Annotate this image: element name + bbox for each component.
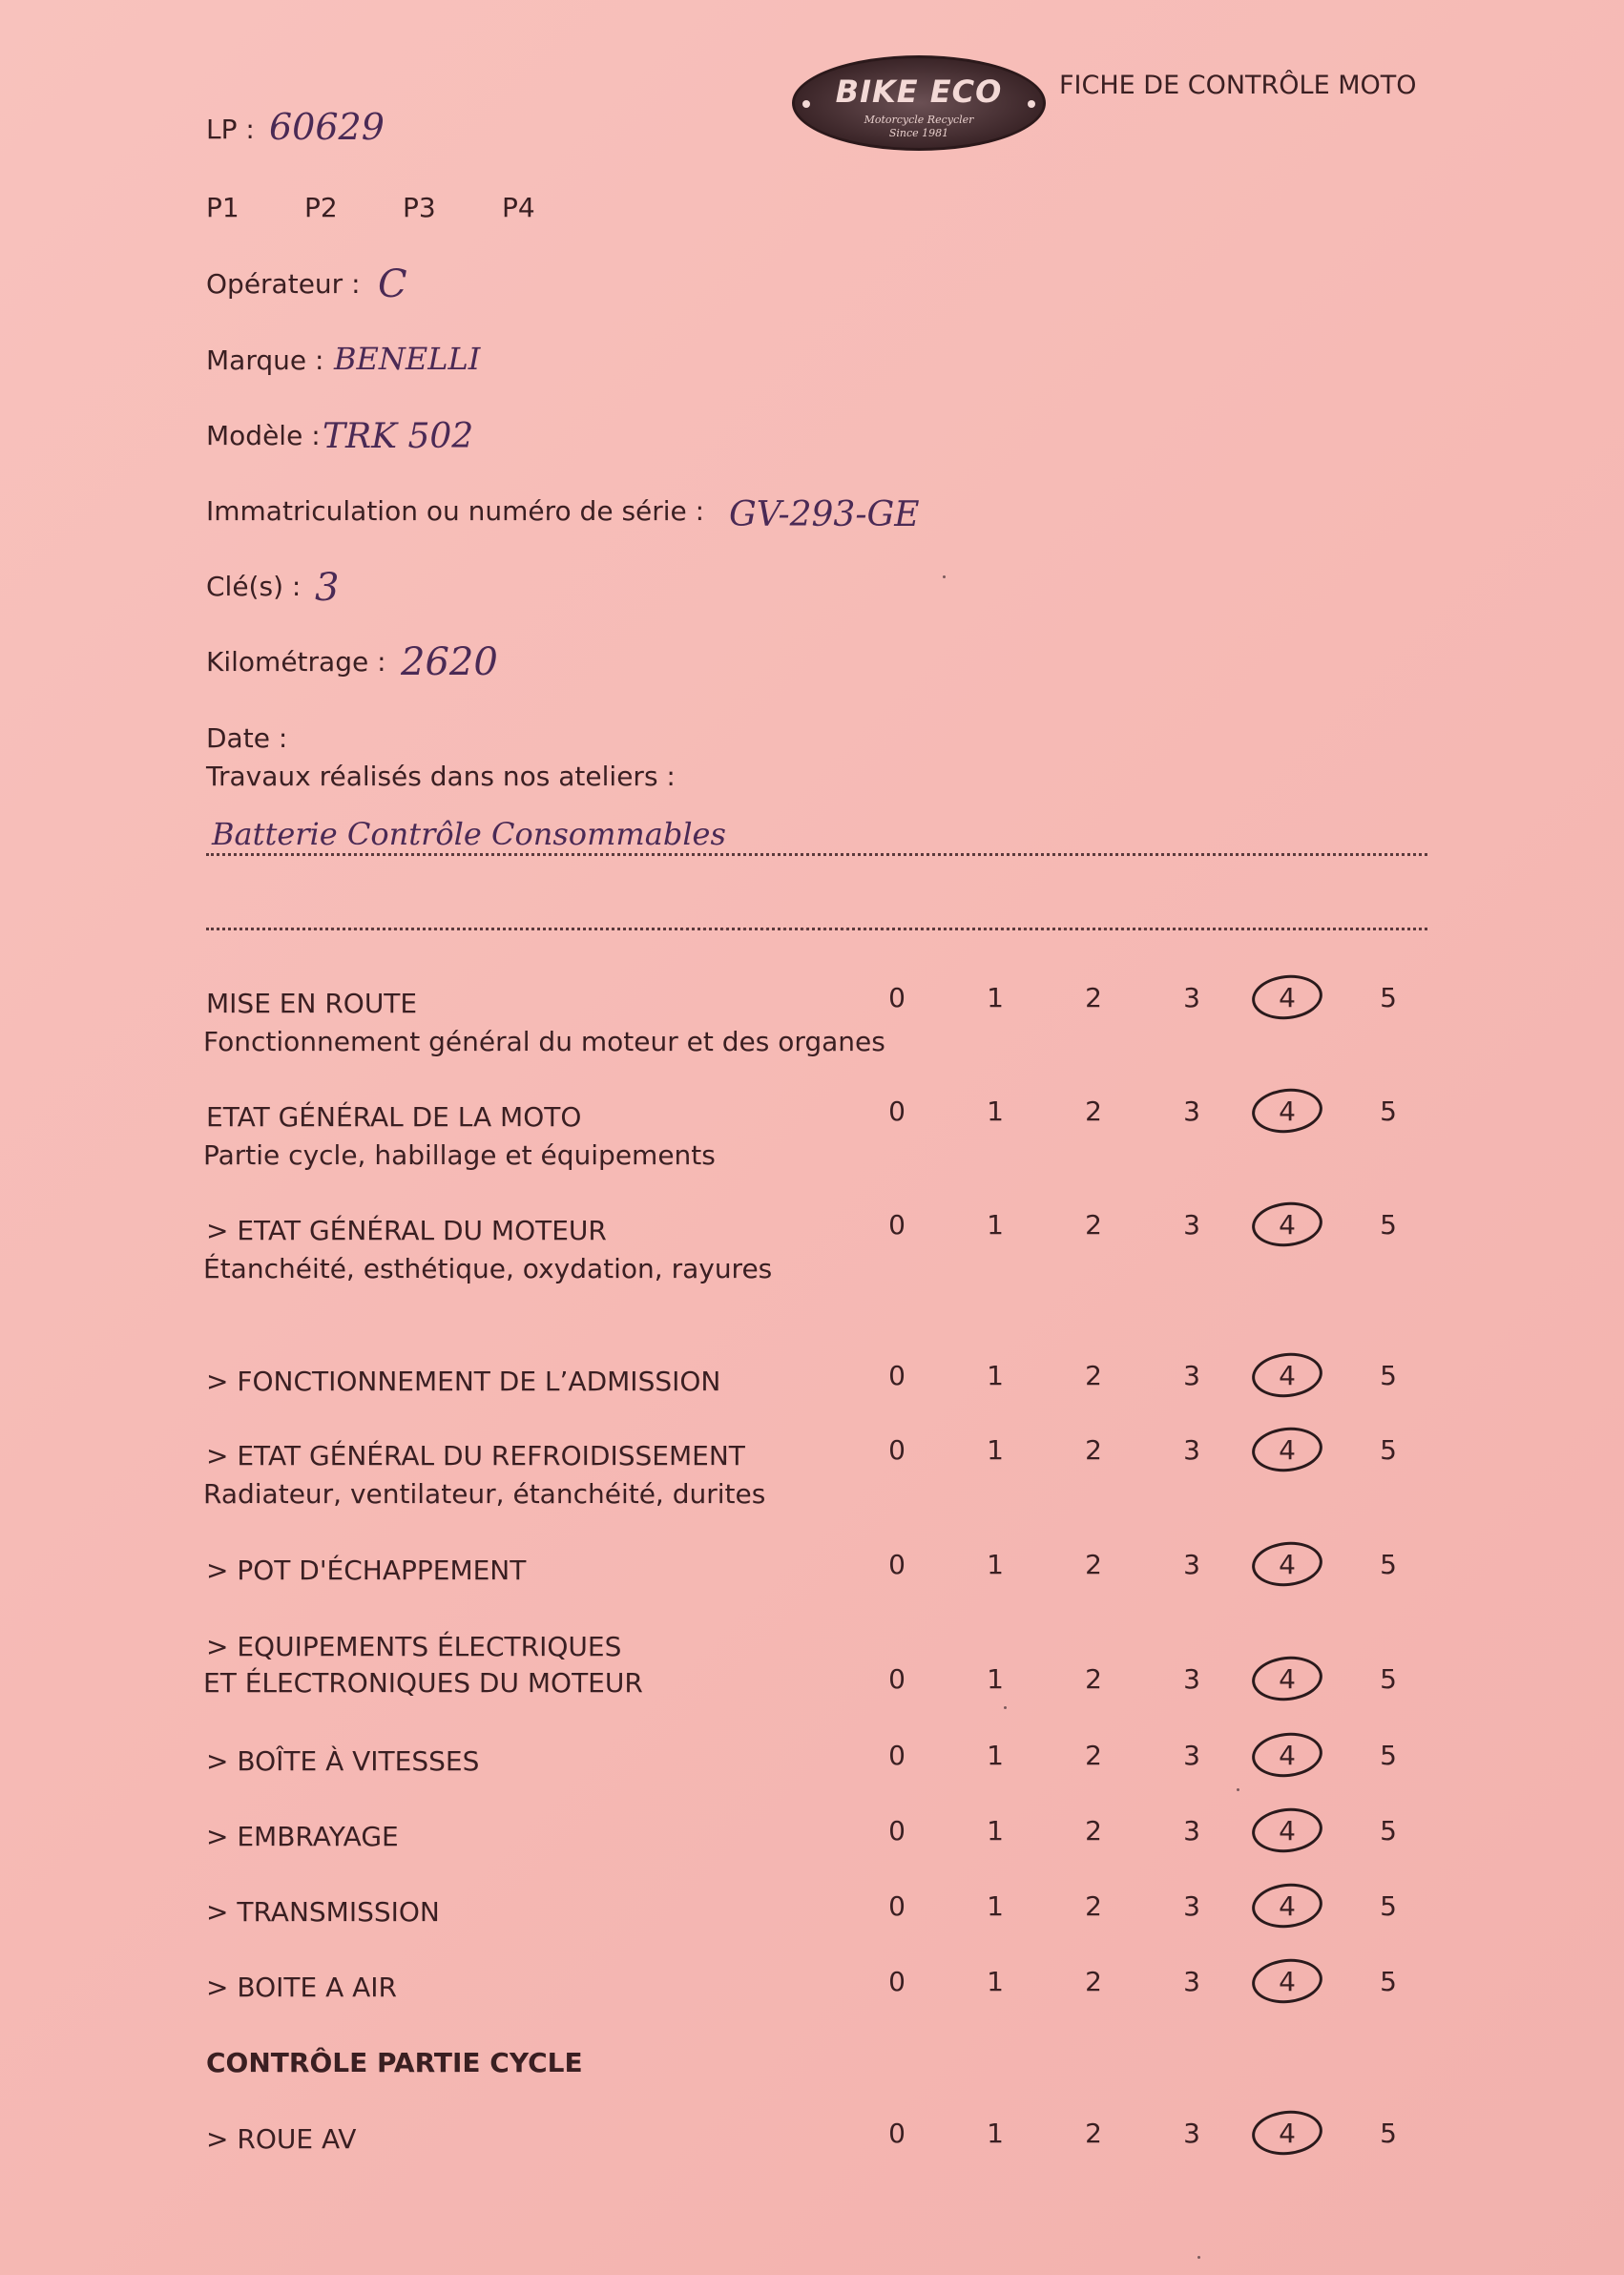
travaux-label: Travaux réalisés dans nos ateliers : (206, 761, 676, 792)
paper-speck (1197, 2256, 1200, 2259)
check-row-title: > EMBRAYAGE (206, 1821, 399, 1852)
marque-label: Marque : (206, 344, 324, 376)
check-row-title: MISE EN ROUTE (206, 988, 418, 1019)
selected-score-circle (1250, 1349, 1324, 1400)
score-option-1[interactable]: 1 (987, 982, 1004, 1013)
lp-value: 60629 (269, 106, 385, 148)
check-row-title: > POT D'ÉCHAPPEMENT (206, 1555, 527, 1586)
score-option-4[interactable]: 4 (1279, 1549, 1296, 1580)
score-option-2[interactable]: 2 (1085, 1815, 1102, 1847)
section-heading-partie-cycle: CONTRÔLE PARTIE CYCLE (206, 2047, 583, 2078)
form-title: FICHE DE CONTRÔLE MOTO (1059, 71, 1417, 100)
score-option-3[interactable]: 3 (1183, 1360, 1200, 1391)
score-option-1[interactable]: 1 (987, 1966, 1004, 1997)
score-option-3[interactable]: 3 (1183, 1096, 1200, 1127)
logo-brand-text: BIKE ECO (835, 73, 1003, 110)
score-option-1[interactable]: 1 (987, 1663, 1004, 1695)
score-option-2[interactable]: 2 (1085, 2118, 1102, 2149)
score-option-1[interactable]: 1 (987, 1096, 1004, 1127)
bike-eco-logo (792, 55, 1046, 151)
score-option-5[interactable]: 5 (1380, 1096, 1397, 1127)
score-option-5[interactable]: 5 (1380, 1740, 1397, 1771)
check-row-title: > ROUE AV (206, 2123, 357, 2155)
check-row-subtitle: Fonctionnement général du moteur et des organes (203, 1026, 885, 1057)
paper-speck (943, 575, 946, 578)
selected-score-circle (1250, 1955, 1324, 2006)
score-option-0[interactable]: 0 (888, 2118, 906, 2149)
score-option-2[interactable]: 2 (1085, 1966, 1102, 1997)
selected-score-circle (1250, 971, 1324, 1022)
score-option-0[interactable]: 0 (888, 1740, 906, 1771)
score-option-5[interactable]: 5 (1380, 1549, 1397, 1580)
score-option-3[interactable]: 3 (1183, 982, 1200, 1013)
selected-score-circle (1250, 1538, 1324, 1589)
check-row-title: > ETAT GÉNÉRAL DU REFROIDISSEMENT (206, 1440, 745, 1471)
score-option-3[interactable]: 3 (1183, 1815, 1200, 1847)
score-option-1[interactable]: 1 (987, 1815, 1004, 1847)
check-row-title: > BOITE A AIR (206, 1972, 397, 2003)
logo-tagline: Motorcycle Recycler (864, 114, 974, 126)
modele-value: TRK 502 (323, 417, 474, 456)
score-option-4[interactable]: 4 (1279, 1434, 1296, 1466)
score-option-0[interactable]: 0 (888, 982, 906, 1013)
check-row-subtitle: ET ÉLECTRONIQUES DU MOTEUR (203, 1667, 643, 1699)
check-row-title: > FONCTIONNEMENT DE L’ADMISSION (206, 1366, 721, 1397)
check-row-subtitle: Étanchéité, esthétique, oxydation, rayures (203, 1253, 773, 1284)
travaux-value: Batterie Contrôle Consommables (212, 816, 726, 852)
position-p3: P3 (403, 192, 436, 223)
travaux-dotted-line-1 (206, 853, 1427, 856)
selected-score-circle (1250, 1424, 1324, 1474)
travaux-dotted-line-2 (206, 928, 1427, 930)
immatriculation-value: GV-293-GE (729, 495, 920, 534)
score-option-2[interactable]: 2 (1085, 982, 1102, 1013)
operateur-label: Opérateur : (206, 268, 361, 300)
marque-value: BENELLI (334, 341, 481, 377)
score-option-5[interactable]: 5 (1380, 1966, 1397, 1997)
score-option-1[interactable]: 1 (987, 2118, 1004, 2149)
modele-label: Modèle : (206, 420, 321, 451)
score-option-3[interactable]: 3 (1183, 1434, 1200, 1466)
score-option-3[interactable]: 3 (1183, 1890, 1200, 1922)
score-option-4[interactable]: 4 (1279, 2118, 1296, 2149)
score-option-5[interactable]: 5 (1380, 2118, 1397, 2149)
score-option-3[interactable]: 3 (1183, 2118, 1200, 2149)
score-option-1[interactable]: 1 (987, 1209, 1004, 1241)
score-option-0[interactable]: 0 (888, 1360, 906, 1391)
lp-label: LP : (206, 114, 255, 145)
score-option-2[interactable]: 2 (1085, 1096, 1102, 1127)
score-option-1[interactable]: 1 (987, 1890, 1004, 1922)
score-option-2[interactable]: 2 (1085, 1434, 1102, 1466)
date-label: Date : (206, 722, 288, 754)
score-option-4[interactable]: 4 (1279, 1209, 1296, 1241)
score-option-5[interactable]: 5 (1380, 1890, 1397, 1922)
score-option-3[interactable]: 3 (1183, 1740, 1200, 1771)
score-option-3[interactable]: 3 (1183, 1966, 1200, 1997)
score-option-2[interactable]: 2 (1085, 1549, 1102, 1580)
score-option-4[interactable]: 4 (1279, 1360, 1296, 1391)
paper-speck (1237, 1788, 1239, 1791)
position-p1: P1 (206, 192, 239, 223)
selected-score-circle (1250, 1729, 1324, 1780)
selected-score-circle (1250, 1880, 1324, 1931)
score-option-4[interactable]: 4 (1279, 1740, 1296, 1771)
position-p2: P2 (304, 192, 338, 223)
check-row-title: > ETAT GÉNÉRAL DU MOTEUR (206, 1215, 607, 1246)
cles-value: 3 (315, 566, 340, 610)
check-row-title: > TRANSMISSION (206, 1896, 440, 1928)
score-option-1[interactable]: 1 (987, 1360, 1004, 1391)
operateur-value: C (378, 262, 407, 306)
score-option-5[interactable]: 5 (1380, 1663, 1397, 1695)
selected-score-circle (1250, 1805, 1324, 1855)
kilometrage-value: 2620 (401, 640, 498, 684)
immatriculation-label: Immatriculation ou numéro de série : (206, 495, 705, 527)
score-option-4[interactable]: 4 (1279, 1663, 1296, 1695)
score-option-3[interactable]: 3 (1183, 1663, 1200, 1695)
position-p4: P4 (502, 192, 535, 223)
score-option-3[interactable]: 3 (1183, 1209, 1200, 1241)
check-row-subtitle: Radiateur, ventilateur, étanchéité, durites (203, 1478, 766, 1510)
score-option-5[interactable]: 5 (1380, 1209, 1397, 1241)
score-option-1[interactable]: 1 (987, 1434, 1004, 1466)
selected-score-circle (1250, 1085, 1324, 1136)
score-option-2[interactable]: 2 (1085, 1663, 1102, 1695)
score-option-5[interactable]: 5 (1380, 982, 1397, 1013)
score-option-4[interactable]: 4 (1279, 1096, 1296, 1127)
score-option-2[interactable]: 2 (1085, 1209, 1102, 1241)
score-option-0[interactable]: 0 (888, 1096, 906, 1127)
score-option-0[interactable]: 0 (888, 1434, 906, 1466)
score-option-1[interactable]: 1 (987, 1549, 1004, 1580)
score-option-5[interactable]: 5 (1380, 1434, 1397, 1466)
selected-score-circle (1250, 2107, 1324, 2158)
paper-speck (1004, 1706, 1007, 1709)
score-option-0[interactable]: 0 (888, 1549, 906, 1580)
check-row-subtitle: Partie cycle, habillage et équipements (203, 1139, 716, 1171)
score-option-4[interactable]: 4 (1279, 982, 1296, 1013)
score-option-2[interactable]: 2 (1085, 1360, 1102, 1391)
kilometrage-label: Kilométrage : (206, 646, 386, 678)
score-option-0[interactable]: 0 (888, 1815, 906, 1847)
score-option-5[interactable]: 5 (1380, 1815, 1397, 1847)
score-option-4[interactable]: 4 (1279, 1966, 1296, 1997)
check-row-title: ETAT GÉNÉRAL DE LA MOTO (206, 1101, 582, 1133)
selected-score-circle (1250, 1199, 1324, 1249)
score-option-0[interactable]: 0 (888, 1890, 906, 1922)
cles-label: Clé(s) : (206, 571, 302, 602)
score-option-4[interactable]: 4 (1279, 1815, 1296, 1847)
score-option-0[interactable]: 0 (888, 1209, 906, 1241)
score-option-4[interactable]: 4 (1279, 1890, 1296, 1922)
score-option-2[interactable]: 2 (1085, 1890, 1102, 1922)
score-option-0[interactable]: 0 (888, 1966, 906, 1997)
score-option-5[interactable]: 5 (1380, 1360, 1397, 1391)
score-option-3[interactable]: 3 (1183, 1549, 1200, 1580)
score-option-0[interactable]: 0 (888, 1663, 906, 1695)
check-row-title: > EQUIPEMENTS ÉLECTRIQUES (206, 1631, 622, 1662)
logo-since: Since 1981 (888, 127, 949, 139)
check-row-title: > BOÎTE À VITESSES (206, 1745, 480, 1777)
score-option-1[interactable]: 1 (987, 1740, 1004, 1771)
selected-score-circle (1250, 1653, 1324, 1703)
score-option-2[interactable]: 2 (1085, 1740, 1102, 1771)
